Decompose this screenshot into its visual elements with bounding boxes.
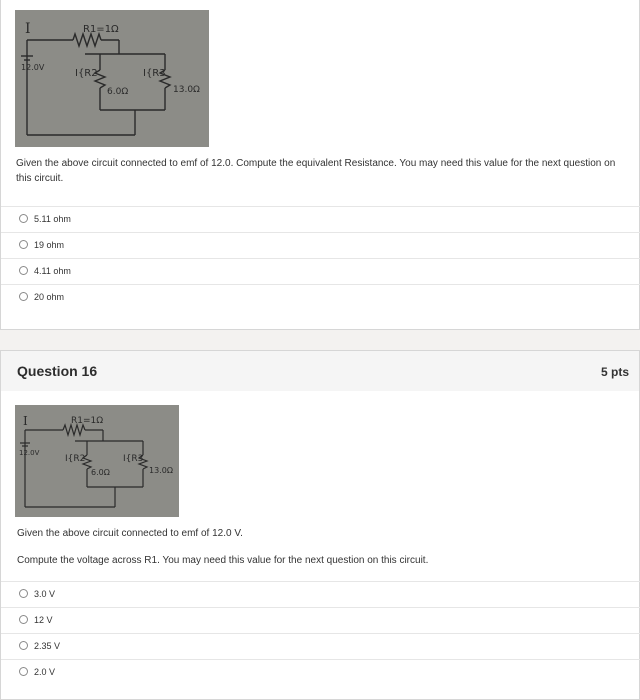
circuit-drawing — [15, 405, 179, 517]
question-15-text: Given the above circuit connected to emf of 12.0. Compute the equivalent Resistance. You may need this value for the next question on this circuit. — [16, 158, 616, 184]
r1-label: R1=1Ω — [83, 24, 119, 35]
question-16-header — [0, 350, 640, 392]
radio-button[interactable] — [19, 214, 28, 223]
answer-option[interactable] — [1, 232, 640, 256]
answer-label: 4.11 ohm — [34, 265, 71, 276]
answer-option[interactable] — [1, 659, 640, 683]
answer-label: 2.0 V — [34, 666, 56, 677]
r2-value: 6.0Ω — [107, 87, 129, 97]
current-label: I — [25, 21, 31, 37]
answer-option[interactable] — [1, 581, 640, 605]
answer-label: 12 V — [34, 614, 53, 625]
emf-label: 12.0V — [19, 449, 40, 457]
answer-option[interactable] — [1, 206, 640, 230]
radio-button[interactable] — [19, 292, 28, 301]
r2-label: I{R2 — [75, 68, 98, 79]
answer-label: 2.35 V — [34, 640, 61, 651]
r3-value: 13.0Ω — [149, 466, 173, 475]
answer-label: 3.0 V — [34, 588, 56, 599]
answer-option[interactable] — [1, 258, 640, 282]
circuit-diagram-image — [15, 405, 179, 517]
question-16-text-line-2: Compute the voltage across R1. You may need this value for the next question on this circuit. — [17, 555, 429, 566]
current-label: I — [23, 414, 28, 428]
r2-label: I{R2 — [65, 454, 86, 464]
answer-option[interactable] — [1, 607, 640, 631]
question-16-text-line-1: Given the above circuit connected to emf of 12.0 V. — [17, 528, 243, 539]
points-label: 5 pts — [600, 365, 629, 379]
radio-button[interactable] — [19, 615, 28, 624]
r3-value: 13.0Ω — [173, 85, 200, 95]
radio-button[interactable] — [19, 266, 28, 275]
answer-label: 19 ohm — [34, 239, 65, 250]
question-15-panel — [0, 0, 640, 330]
question-title: Question 16 — [17, 363, 98, 379]
radio-button[interactable] — [19, 667, 28, 676]
answer-label: 20 ohm — [34, 291, 65, 302]
r3-label: I{R3 — [143, 68, 166, 79]
r2-value: 6.0Ω — [91, 468, 110, 477]
circuit-drawing — [15, 10, 209, 147]
r1-label: R1=1Ω — [71, 416, 104, 426]
radio-button[interactable] — [19, 641, 28, 650]
answer-label: 5.11 ohm — [34, 213, 71, 224]
r3-label: I{R3 — [123, 454, 144, 464]
emf-label: 12.0V — [21, 63, 45, 72]
question-16-panel — [0, 391, 640, 700]
answer-option[interactable] — [1, 633, 640, 657]
radio-button[interactable] — [19, 589, 28, 598]
circuit-diagram-image — [15, 10, 209, 147]
radio-button[interactable] — [19, 240, 28, 249]
answer-option[interactable] — [1, 284, 640, 308]
